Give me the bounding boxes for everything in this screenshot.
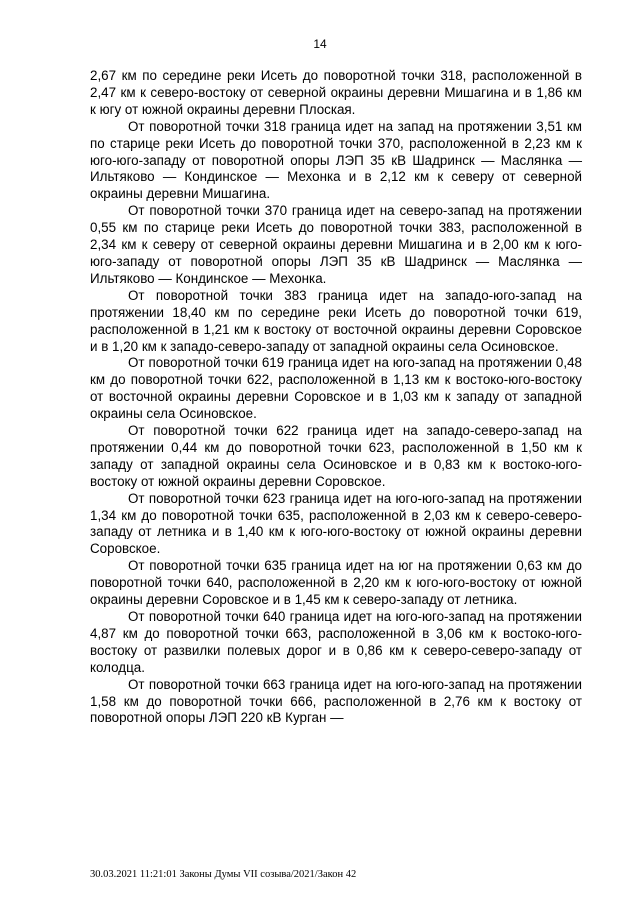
paragraph: От поворотной точки 663 граница идет на юго-юго-запад на протяжении 1,58 км до поворотной точки 666, расположенной в 2,76 км к востоку от поворотной опоры ЛЭП 220 кВ Курган —: [90, 676, 582, 726]
paragraph: От поворотной точки 622 граница идет на западо-северо-запад на протяжении 0,44 км до поворотной точки 623, расположенной в 1,50 км к западу от западной окраины села Осиновское и в 0,83 км к востоко-юго-востоку от южной окраины деревни Соровское.: [90, 423, 582, 489]
paragraph: От поворотной точки 370 граница идет на северо-запад на протяжении 0,55 км по старице реки Исеть до поворотной точки 383, расположенной в 2,34 км к северу от северной окраины деревни Мишагина и в 2,00 км к юго-юго-западу от поворотной опоры ЛЭП 35 кВ Шадринск — Маслянка — Ильтяково — Кондинское — Мехонка.: [90, 203, 582, 286]
document-footer-stamp: 30.03.2021 11:21:01 Законы Думы VII созыва/2021/Закон 42: [90, 869, 357, 880]
paragraph: От поворотной точки 383 граница идет на западо-юго-запад на протяжении 18,40 км по середине реки Исеть до поворотной точки 619, расположенной в 1,21 км к востоку от восточной окраины деревни Соровское и в 1,20 км к западо-северо-западу от западной окраины села Осиновское.: [90, 287, 582, 354]
paragraph: От поворотной точки 619 граница идет на юго-запад на протяжении 0,48 км до поворотной точки 622, расположенной в 1,13 км к востоко-юго-востоку от восточной окраины деревни Соровское и в 1,03 км к западу от западной окраины села Осиновское.: [90, 355, 582, 422]
paragraph: От поворотной точки 623 граница идет на юго-юго-запад на протяжении 1,34 км до поворотной точки 635, расположенной в 2,03 км к северо-северо-западу от летника и в 1,40 км к юго-юго-востоку от южной окраины деревни Соровское.: [90, 490, 582, 557]
document-body: [90, 68, 582, 727]
paragraph: От поворотной точки 635 граница идет на юг на протяжении 0,63 км до поворотной точки 640, расположенной в 2,20 км к юго-юго-востоку от южной окраины деревни Соровское и в 1,45 км к северо-западу от летника.: [90, 558, 582, 608]
paragraph: 2,67 км по середине реки Исеть до поворотной точки 318, расположенной в 2,47 км к северо-востоку от северной окраины деревни Мишагина и в 1,86 км к югу от южной окраины деревни Плоская.: [90, 68, 582, 117]
page-number: 14: [313, 37, 327, 51]
paragraph: От поворотной точки 318 граница идет на запад на протяжении 3,51 км по старице реки Исеть до поворотной точки 370, расположенной в 2,23 км к юго-юго-западу от поворотной опоры ЛЭП 35 кВ Шадринск — Маслянка — Ильтяково — Кондинское — Мехонка и в 2,12 км к северу от северной окраины деревни Мишагина.: [90, 118, 582, 202]
paragraph: От поворотной точки 640 граница идет на юго-юго-запад на протяжении 4,87 км до поворотной точки 663, расположенной в 3,06 км к востоко-юго-востоку от развилки полевых дорог и в 0,86 км к северо-северо-западу от колодца.: [90, 609, 582, 675]
